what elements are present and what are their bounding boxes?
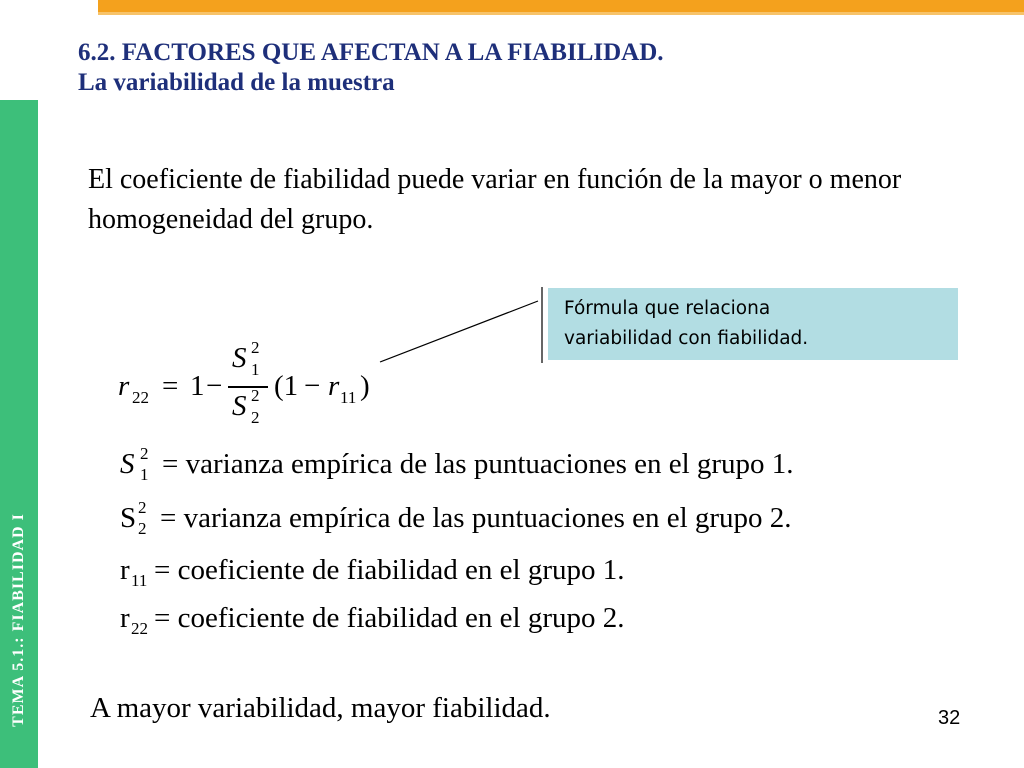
formula-den-S: S — [232, 390, 247, 422]
formula-den-sup: 2 — [251, 386, 260, 405]
definition-symbol: r — [120, 602, 130, 634]
definition-sup: 2 — [138, 498, 147, 517]
formula-callout — [548, 288, 958, 360]
formula-one: 1 — [190, 370, 205, 402]
intro-paragraph: El coeficiente de fiabilidad puede variar en función de la mayor o menor homogeneidad del grupo. — [88, 164, 902, 235]
fraction-bar — [228, 386, 268, 388]
definition-symbol: r — [120, 554, 130, 586]
definition-sub: 22 — [131, 619, 148, 638]
definition-s1 — [120, 444, 880, 488]
definition-r11 — [120, 554, 880, 594]
definition-symbol: S — [120, 448, 135, 480]
formula-lhs-r: r — [118, 370, 130, 402]
closing-statement: A mayor variabilidad, mayor fiabilidad. — [90, 692, 551, 724]
formula-paren-open: (1 — [274, 370, 299, 402]
callout-line-1: Fórmula que relaciona — [564, 298, 771, 319]
callout-leader-lines — [370, 285, 550, 365]
slide-title — [78, 38, 664, 98]
formula-den-sub: 2 — [251, 408, 260, 427]
definition-text: = coeficiente de fiabilidad en el grupo 2. — [154, 602, 625, 634]
top-accent-bar-shadow — [98, 12, 1024, 15]
title-line-2: La variabilidad de la muestra — [78, 69, 395, 96]
formula-minus-2: − — [304, 370, 321, 402]
formula-r-sub: 11 — [340, 388, 357, 407]
definition-sub: 1 — [140, 465, 149, 484]
formula-lhs-sub: 22 — [132, 388, 149, 407]
top-accent-bar — [98, 0, 1024, 12]
definition-text: = varianza empírica de las puntuaciones en el grupo 2. — [160, 502, 792, 534]
formula-num-sup: 2 — [251, 338, 260, 357]
definition-r22 — [120, 602, 880, 642]
definition-sup: 2 — [140, 444, 149, 463]
definition-sub: 11 — [131, 571, 148, 590]
definition-text: = coeficiente de fiabilidad en el grupo 1. — [154, 554, 625, 586]
formula-minus: − — [206, 370, 223, 402]
formula-r: r — [328, 370, 340, 402]
definition-sub: 2 — [138, 519, 147, 538]
formula-equals: = — [162, 370, 179, 402]
formula-num-S: S — [232, 342, 247, 374]
page-number: 32 — [938, 707, 961, 729]
side-label: TEMA 5.1.: FIABILIDAD I — [10, 513, 27, 727]
definition-s2 — [120, 498, 880, 542]
definition-symbol: S — [120, 502, 137, 534]
formula-paren-close: ) — [360, 370, 370, 402]
formula-num-sub: 1 — [251, 360, 260, 379]
definition-text: = varianza empírica de las puntuaciones en el grupo 1. — [162, 448, 794, 480]
title-line-1: 6.2. FACTORES QUE AFECTAN A LA FIABILIDAD. — [78, 39, 664, 66]
callout-line-2: variabilidad con fiabilidad. — [564, 328, 809, 349]
